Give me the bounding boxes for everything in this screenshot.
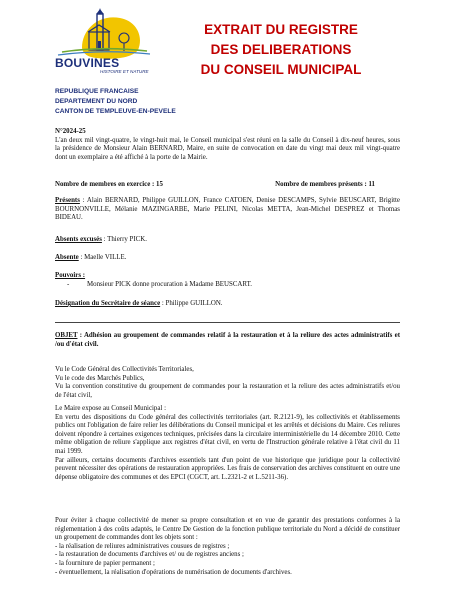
grouping-text: Pour éviter à chaque collectivité de mener sa propre consultation et en vue de garantir des prestations conformes à la réglementation à des coûts adaptés, le Centre De Gestion de la fonction publique territoriale du Nord a décidé de constituer un groupement de commandes dont les objets sont : bbox=[55, 517, 400, 542]
administrative-header bbox=[55, 87, 176, 117]
deliberation-number: N°2024-25 bbox=[55, 128, 86, 135]
member-counts bbox=[55, 181, 400, 190]
secretary-label: Désignation du Secrétaire de séance bbox=[55, 300, 161, 307]
members-in-office: Nombre de membres en exercice : 15 bbox=[55, 181, 163, 188]
object-label: OBJET bbox=[55, 332, 78, 339]
logo-tagline: HISTOIRE ET NATURE bbox=[100, 69, 149, 74]
secretary-line bbox=[55, 300, 400, 309]
legal-references bbox=[55, 366, 400, 400]
object-item-2: - la restauration de documents d'archives et/ ou de registres anciens ; bbox=[55, 551, 244, 559]
object-item-3: - la fourniture de papier permanent ; bbox=[55, 559, 155, 567]
bouvines-logo bbox=[52, 6, 152, 80]
object-item-4: - éventuellement, la réalisation d'opérations de numérisation de documents d'archives. bbox=[55, 568, 292, 576]
document-title bbox=[186, 20, 376, 80]
proxy-item bbox=[55, 281, 400, 290]
object-item-1: - la réalisation de reliures administratives cousues de registres ; bbox=[55, 542, 230, 550]
statement-heading: Le Maire expose au Conseil Municipal : bbox=[55, 405, 166, 412]
absent-name: : Maelle VILLE. bbox=[78, 254, 127, 261]
absent bbox=[55, 254, 400, 263]
title-line-2: DES DELIBERATIONS bbox=[210, 42, 352, 57]
mayor-statement bbox=[55, 405, 400, 482]
statement-paragraph-2: Par ailleurs, certains documents d'archives essentiels tant d'un point de vue historique que juridique pour la collectivité peuvent nécessiter des opérations de restauration appropriées. Les frais de conservation des archives constituent en outre une dépense obligatoire des communes et des EPCI (CGCT, art. L.2321-2 et L.5211-36). bbox=[55, 456, 400, 481]
reference-cgct: Vu le Code Général des Collectivités Territoriales, bbox=[55, 366, 194, 373]
object-paragraph bbox=[55, 332, 400, 349]
title-line-1: EXTRAIT DU REGISTRE bbox=[204, 22, 358, 37]
proxies-section bbox=[55, 272, 400, 289]
statement-paragraph-1: En vertu des dispositions du Code général des collectivités territoriales (art. R.2121-9), les collectivités et établissements publics ont l'obligation de faire relier les délibérations du Conseil municipal et les arrêtés et décisions du Maire. Ces reliures doivent répondre à certaines exigences techniques, précisées dans la circulaire interministérielle du 14 décembre 2010. Cette même obligation de reliure s'applique aux registres d'état civil, en vertu de l'Instruction générale relative à l'état civil du 11 mai 1999. bbox=[55, 413, 400, 455]
reference-convention: Vu la convention constitutive du groupement de commandes pour la restauration et la reliure des actes administratifs et/ou de l'état civil, bbox=[55, 383, 400, 399]
reference-marches: Vu le code des Marchés Publics, bbox=[55, 374, 145, 382]
proxy-dash: - bbox=[67, 280, 70, 288]
title-line-3: DU CONSEIL MUNICIPAL bbox=[200, 62, 362, 77]
excused-absents bbox=[55, 236, 400, 245]
presents-paragraph bbox=[55, 197, 400, 223]
department-line: DEPARTEMENT DU NORD bbox=[55, 98, 138, 105]
proxy-text: Monsieur PICK donne procuration à Madame BEUSCART. bbox=[87, 280, 253, 288]
excused-list: : Thierry PICK. bbox=[101, 236, 147, 243]
absent-label: Absente bbox=[55, 254, 79, 261]
intro-paragraph: L'an deux mil vingt-quatre, le vingt-huit mai, le Conseil municipal s'est réuni en la salle du Conseil à dix-neuf heures, sous la présidence de Monsieur Alain BERNARD, Maire, en suite de convocation en date du vingt mai deux mil vingt-quatre dont un exemplaire a été affiché à la porte de la Mairie. bbox=[55, 136, 400, 161]
proxies-label: Pouvoirs : bbox=[55, 272, 86, 279]
canton-line: CANTON DE TEMPLEUVE-EN-PEVELE bbox=[55, 108, 176, 115]
logo-name: BOUVINES bbox=[55, 56, 120, 70]
deliberation-intro bbox=[55, 128, 400, 162]
grouping-paragraph bbox=[55, 517, 400, 577]
presents-label: Présents bbox=[55, 197, 80, 204]
secretary-name: : Philippe GUILLON. bbox=[160, 300, 223, 307]
section-separator bbox=[55, 322, 400, 323]
presents-list: : Alain BERNARD, Philippe GUILLON, France CATOEN, Denise DESCAMPS, Sylvie BEUSCART, Brigitte BOURNONVILLE, Mélanie MAZINGARBE, Marie PELINI, Nicolas METTA, Jean-Michel DESPREZ et Thomas BIDEAU. bbox=[55, 197, 400, 222]
republic-line: REPUBLIQUE FRANCAISE bbox=[55, 88, 139, 95]
members-present: Nombre de membres présents : 11 bbox=[275, 181, 375, 188]
object-text: : Adhésion au groupement de commandes relatif à la restauration et à la reliure des actes administratifs et /ou d'état civil. bbox=[55, 332, 400, 348]
excused-label: Absents excusés bbox=[55, 236, 102, 243]
